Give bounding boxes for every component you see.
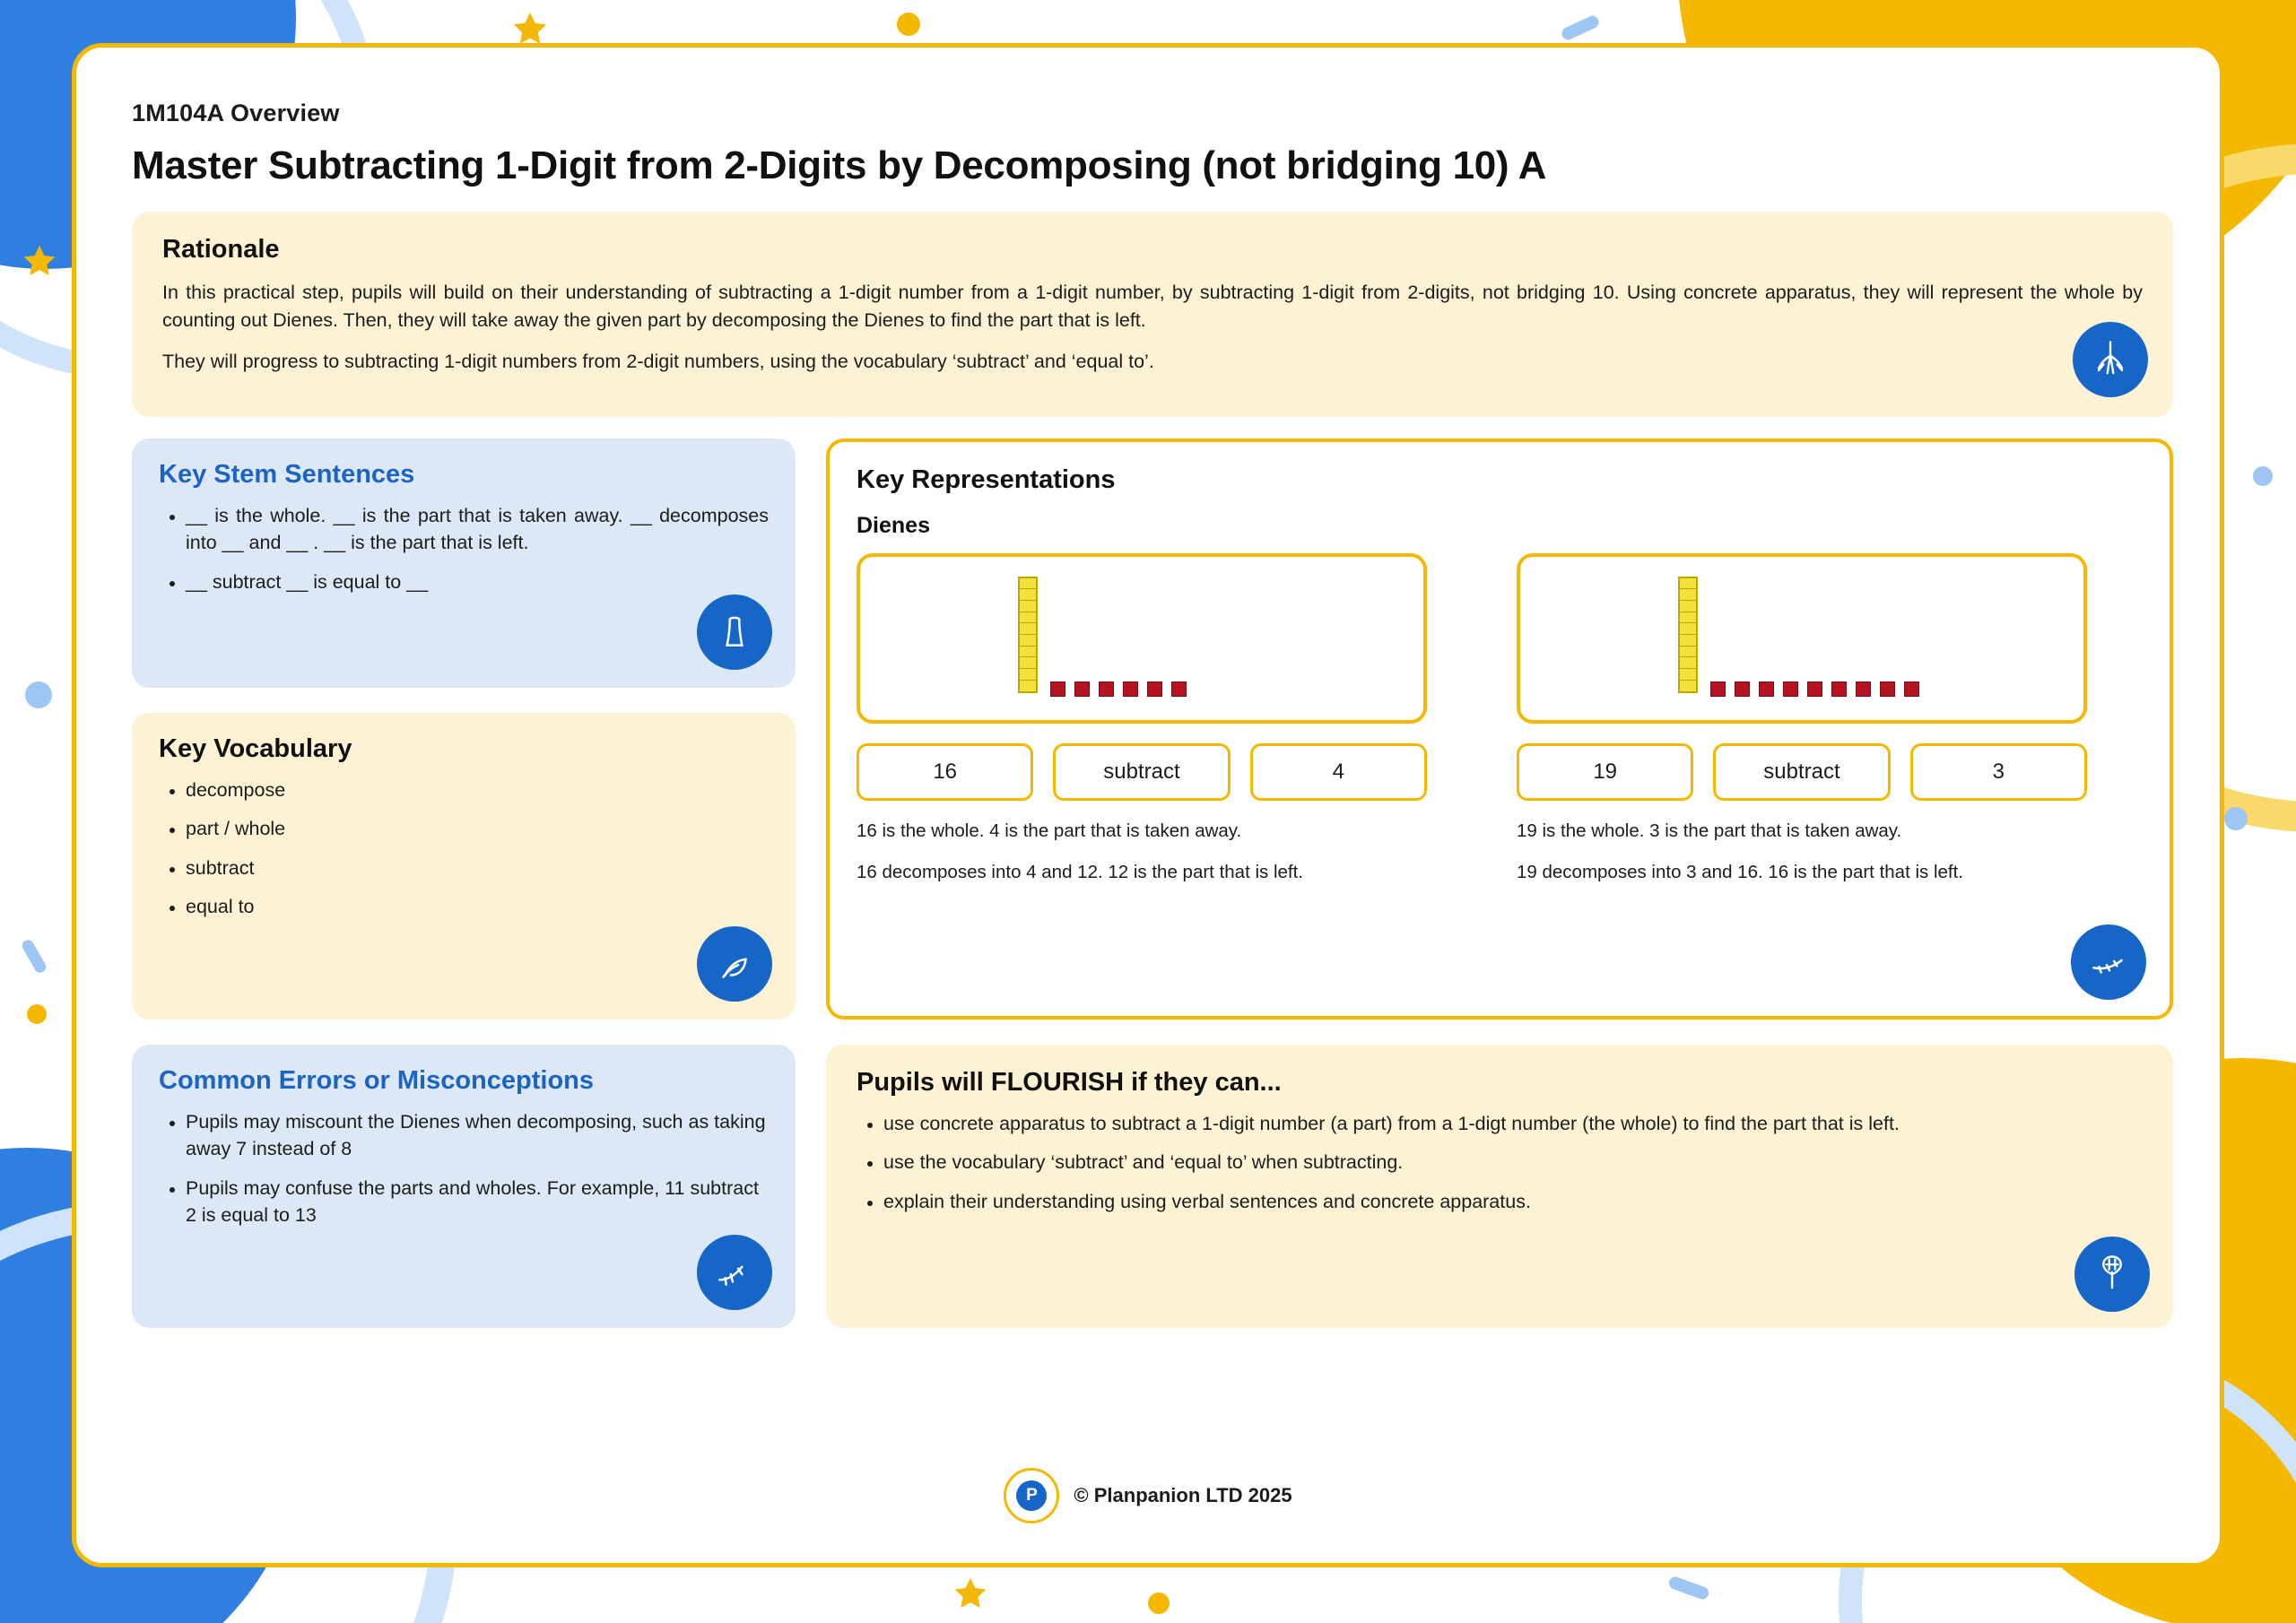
dienes-one-cube — [1050, 681, 1065, 697]
dienes-one-cube — [1123, 681, 1138, 697]
branch-icon — [697, 1235, 772, 1310]
key-representations-heading: Key Representations — [857, 464, 1116, 494]
roots-icon — [2073, 322, 2148, 397]
dienes-one-cube — [1735, 681, 1750, 697]
key-representations-panel — [826, 438, 2173, 1020]
overview-card — [72, 43, 2224, 1567]
list-item: • use concrete apparatus to subtract a 1-digit number (a part) from a 1-digt number (the whole) to find the part that is left. — [883, 1110, 2143, 1138]
dienes-caption: 16 decomposes into 4 and 12. 12 is the part that is left. — [857, 861, 1304, 882]
bg-dash-3 — [20, 938, 48, 975]
dienes-examples — [857, 553, 2143, 883]
dienes-one-cube — [1171, 681, 1187, 697]
rationale-paragraph-2: They will progress to subtracting 1-digit numbers from 2-digit numbers, using the vocabulary ‘subtract’ and ‘equal to’. — [162, 351, 1154, 373]
key-stem-sentences-heading: Key Stem Sentences — [159, 459, 415, 489]
star-icon-left — [20, 242, 59, 282]
right-column — [826, 438, 2173, 1328]
logo-letter: P — [1016, 1480, 1047, 1511]
dienes-caption: 16 is the whole. 4 is the part that is taken away. — [857, 820, 1242, 841]
dienes-one-cube — [1904, 681, 1919, 697]
list-item: • Pupils may confuse the parts and wholes. For example, 11 subtract 2 is equal to 13 — [186, 1175, 769, 1229]
dienes-caption: 19 decomposes into 3 and 16. 16 is the part that is left. — [1517, 861, 1964, 882]
dienes-ten-rod — [1678, 577, 1698, 693]
content-columns — [132, 438, 2164, 1328]
dienes-ones-row — [1050, 681, 1187, 697]
dienes-one-cube — [1710, 681, 1726, 697]
key-representations-subheading: Dienes — [857, 512, 930, 538]
flourish-heading: Pupils will FLOURISH if they can... — [857, 1067, 1282, 1097]
common-errors-list — [159, 1108, 769, 1229]
dienes-one-cube — [1783, 681, 1798, 697]
bg-dot-3 — [2224, 807, 2248, 830]
bg-dash-1 — [1560, 13, 1601, 41]
list-item: • equal to — [186, 893, 769, 921]
dienes-one-cube — [1074, 681, 1090, 697]
equation-chips-1 — [857, 743, 1427, 801]
equation-chips-2 — [1517, 743, 2087, 801]
key-vocabulary-heading: Key Vocabulary — [159, 733, 352, 763]
dienes-diagram-2 — [1517, 553, 2087, 724]
chip-operation: subtract — [1053, 743, 1230, 801]
list-item: • Pupils may miscount the Dienes when decomposing, such as taking away 7 instead of 8 — [186, 1108, 769, 1163]
key-stem-sentences-panel — [132, 438, 796, 688]
page-title: Master Subtracting 1-Digit from 2-Digits by Decomposing (not bridging 10) A — [132, 143, 1547, 187]
chip-part: 4 — [1250, 743, 1427, 801]
tree-branch-icon — [2071, 924, 2146, 1000]
rationale-heading: Rationale — [162, 235, 280, 264]
star-icon-right — [2233, 1202, 2269, 1237]
star-icon-bottom — [951, 1575, 990, 1614]
dienes-one-cube — [1807, 681, 1822, 697]
bg-dot-1 — [25, 681, 52, 708]
dienes-one-cube — [1099, 681, 1114, 697]
dienes-one-cube — [1880, 681, 1895, 697]
common-errors-heading: Common Errors or Misconceptions — [159, 1065, 595, 1095]
key-vocabulary-list — [159, 777, 769, 921]
bg-dot-5 — [27, 1004, 47, 1024]
chip-whole: 19 — [1517, 743, 1693, 801]
dienes-ten-rod — [1018, 577, 1038, 693]
dienes-caption: 19 is the whole. 3 is the part that is taken away. — [1517, 820, 1902, 841]
copyright-text: © Planpanion LTD 2025 — [1074, 1484, 1292, 1506]
bg-dot-6 — [2253, 466, 2273, 486]
dienes-one-cube — [1147, 681, 1162, 697]
eyebrow-label: 1M104A Overview — [132, 100, 340, 126]
bg-dash-2 — [1667, 1575, 1710, 1601]
planpanion-logo-icon — [1004, 1468, 1059, 1523]
list-item: • __ is the whole. __ is the part that is taken away. __ decomposes into __ and __ . __ is the part that is left. — [186, 502, 769, 557]
key-stem-sentences-list — [159, 502, 769, 596]
dienes-example-1 — [857, 553, 1427, 883]
dienes-one-cube — [1831, 681, 1847, 697]
dienes-ones-row — [1710, 681, 1919, 697]
rationale-paragraph-1: In this practical step, pupils will build on their understanding of subtracting a 1-digit number from a 1-digit number, by subtracting 1-digit from 2-digits, not bridging 10. Using concrete apparatus, they will represent the whole by counting out Dienes. Then, they will take away the given part by decomposing the Dienes to find the part that is left. — [162, 282, 2143, 331]
list-item: • explain their understanding using verbal sentences and concrete apparatus. — [883, 1188, 2143, 1216]
flourish-list — [857, 1110, 2143, 1216]
list-item: • part / whole — [186, 815, 769, 843]
left-column — [132, 438, 796, 1328]
list-item: • decompose — [186, 777, 769, 804]
trunk-icon — [697, 595, 772, 670]
chip-whole: 16 — [857, 743, 1033, 801]
list-item: • subtract — [186, 855, 769, 882]
dienes-one-cube — [1856, 681, 1871, 697]
rationale-panel — [132, 212, 2173, 417]
dienes-diagram-1 — [857, 553, 1427, 724]
key-vocabulary-panel — [132, 713, 796, 1020]
chip-part: 3 — [1910, 743, 2087, 801]
tree-icon — [2074, 1237, 2150, 1312]
dienes-example-2 — [1517, 553, 2087, 883]
dienes-one-cube — [1759, 681, 1774, 697]
common-errors-panel — [132, 1045, 796, 1328]
chip-operation: subtract — [1713, 743, 1890, 801]
flourish-panel — [826, 1045, 2173, 1328]
footer — [76, 1468, 2220, 1523]
leaf-icon — [697, 926, 772, 1002]
bg-dot-4 — [1148, 1593, 1170, 1614]
list-item: • use the vocabulary ‘subtract’ and ‘equal to’ when subtracting. — [883, 1149, 2143, 1176]
list-item: • __ subtract __ is equal to __ — [186, 568, 769, 596]
bg-dot-2 — [897, 13, 920, 36]
